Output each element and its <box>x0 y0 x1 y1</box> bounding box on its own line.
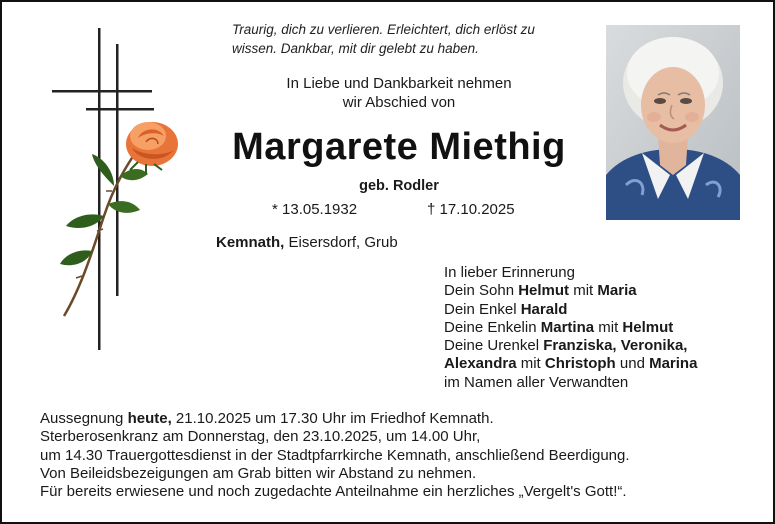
mourner-line <box>444 374 697 392</box>
place-others: Eisersdorf, Grub <box>284 234 398 251</box>
mourner-line-segment: Maria <box>597 282 637 300</box>
mourner-line <box>444 337 697 355</box>
service-line <box>40 465 630 483</box>
mourner-line <box>444 301 697 319</box>
cross-with-rose-image <box>42 26 192 356</box>
mourner-line-segment: Harald <box>520 300 568 318</box>
birth-name: geb. Rodler <box>359 178 439 194</box>
mourner-line-segment: In lieber Erinnerung <box>444 264 575 281</box>
memorial-quote: Traurig, dich zu verlieren. Erleichtert, dich erlöst zu wissen. Dankbar, mit dir gelebt zu haben. <box>232 22 535 56</box>
service-line <box>40 447 630 465</box>
mourner-line-segment: und <box>615 355 650 373</box>
service-details <box>40 410 630 501</box>
mourner-line-segment: Dein Enkel <box>444 300 521 318</box>
birth-date: * 13.05.1932 <box>272 201 358 218</box>
mourners-list <box>444 264 697 392</box>
service-line-segment: um 14.30 Trauergottesdienst in der Stadtpfarrkirche Kemnath, anschließend Beerdigung. <box>40 446 630 464</box>
service-line-segment: Für bereits erwiesene und noch zugedachte Anteilnahme ein herzliches „Vergelt's Gott!“. <box>40 483 627 501</box>
mourner-line-segment: Dein Sohn <box>444 282 519 300</box>
mourner-line-segment: Christoph <box>544 355 616 373</box>
mourner-line-segment: im Namen aller Verwandten <box>444 373 629 391</box>
mourner-line <box>444 355 697 373</box>
mourner-line-segment: mit <box>569 282 598 300</box>
mourner-line <box>444 282 697 300</box>
mourner-line-segment: Helmut <box>622 318 674 336</box>
mourner-line <box>444 264 697 282</box>
service-line-segment: heute, <box>127 410 172 427</box>
service-line-segment: Aussegnung <box>40 410 128 427</box>
service-line <box>40 410 630 428</box>
death-date: † 17.10.2025 <box>427 201 515 218</box>
service-line <box>40 428 630 446</box>
farewell-intro: In Liebe und Dankbarkeit nehmen wir Abschied von <box>286 75 512 111</box>
mourner-line-segment: Marina <box>649 355 698 373</box>
service-line-segment: 21.10.2025 um 17.30 Uhr im Friedhof Kemnath. <box>171 410 494 427</box>
places <box>216 234 398 251</box>
mourner-line-segment: Martina <box>540 318 595 336</box>
mourner-line <box>444 319 697 337</box>
mourner-line-segment: mit <box>516 355 545 373</box>
mourner-line-segment: Deine Urenkel <box>444 337 544 355</box>
mourner-line-segment: Deine Enkelin <box>444 318 541 336</box>
place-main: Kemnath, <box>216 234 285 251</box>
portrait-photo <box>606 25 740 220</box>
service-line-segment: Sterberosenkranz am Donnerstag, den 23.10.2025, um 14.00 Uhr, <box>40 428 481 446</box>
deceased-name: Margarete Miethig <box>232 126 566 168</box>
mourner-line-segment: Helmut <box>518 282 570 300</box>
mourner-line-segment: mit <box>594 318 623 336</box>
service-line <box>40 483 630 501</box>
mourner-line-segment: Alexandra <box>444 355 517 373</box>
mourner-line-segment: Franziska, Veronika, <box>543 337 688 355</box>
service-line-segment: Von Beileidsbezeigungen am Grab bitten wir Abstand zu nehmen. <box>40 464 477 482</box>
